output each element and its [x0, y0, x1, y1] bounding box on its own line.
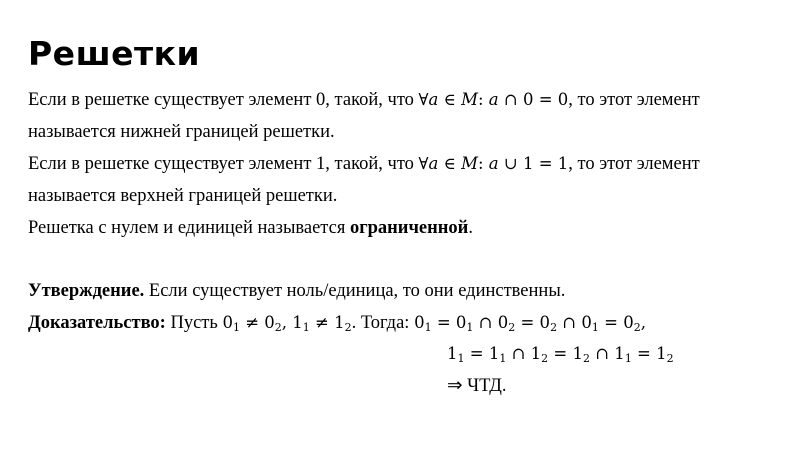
math-op: : [477, 90, 489, 109]
text: . [468, 218, 473, 238]
math-var: a [428, 90, 439, 109]
math-formula: ∪ 1 = 1 [498, 154, 569, 173]
statement-label: Утверждение. [28, 281, 145, 301]
math-formula: $1_1 = 1_1$ ∩ $1_2 = 1_2$ ∩ $1_1 = 1_2$ [447, 344, 674, 365]
proof [28, 313, 646, 334]
text: Решетка с нулем и единицей называется [28, 218, 350, 238]
proof-conclusion: ⇒ ЧТД. [447, 376, 507, 396]
text: Пусть [165, 313, 223, 333]
proof-formula-one [447, 344, 674, 365]
text: . Тогда: [351, 313, 415, 333]
text: , то этот элемент [568, 154, 700, 174]
text: 1 [316, 154, 326, 174]
math-var: a [488, 90, 499, 109]
proof-label: Доказательство: [28, 313, 166, 333]
text: Если в решетке существует элемент [28, 154, 317, 174]
statement-text: Если существует ноль/единица, то они единственны. [144, 281, 566, 301]
math-formula: ∩ 0 = 0 [498, 90, 569, 109]
math-op: : [477, 154, 489, 173]
math-op: ∈ [438, 90, 462, 109]
forall-symbol: ∀ [418, 90, 429, 109]
lower-bound-definition [28, 90, 700, 111]
math-var: a [428, 154, 439, 173]
forall-symbol: ∀ [418, 154, 429, 173]
text: 0 [316, 90, 326, 110]
upper-bound-definition-cont: называется верхней границей решетки. [28, 186, 338, 206]
text: , такой, что [325, 154, 419, 174]
lower-bound-definition-cont: называется нижней границей решетки. [28, 122, 335, 142]
math-var: M [461, 154, 478, 173]
text: , то этот элемент [568, 90, 700, 110]
math-var: M [461, 90, 478, 109]
upper-bound-definition [28, 154, 700, 175]
math-var: a [488, 154, 499, 173]
text: Если в решетке существует элемент [28, 90, 317, 110]
math-op: ∈ [438, 154, 462, 173]
proof-formula-zero: $0_1 = 0_1$ ∩ $0_2 = 0_2$ ∩ $0_1 = 0_2$, [414, 313, 646, 334]
bounded-lattice-definition [28, 218, 473, 239]
statement [28, 281, 565, 302]
bold-term: ограниченной [349, 218, 469, 238]
proof-assumption: $0_1 \ne 0_2$, $1_1 \ne 1_2$ [222, 313, 352, 334]
text: , такой, что [325, 90, 419, 110]
slide-title: Решетки [28, 34, 201, 73]
